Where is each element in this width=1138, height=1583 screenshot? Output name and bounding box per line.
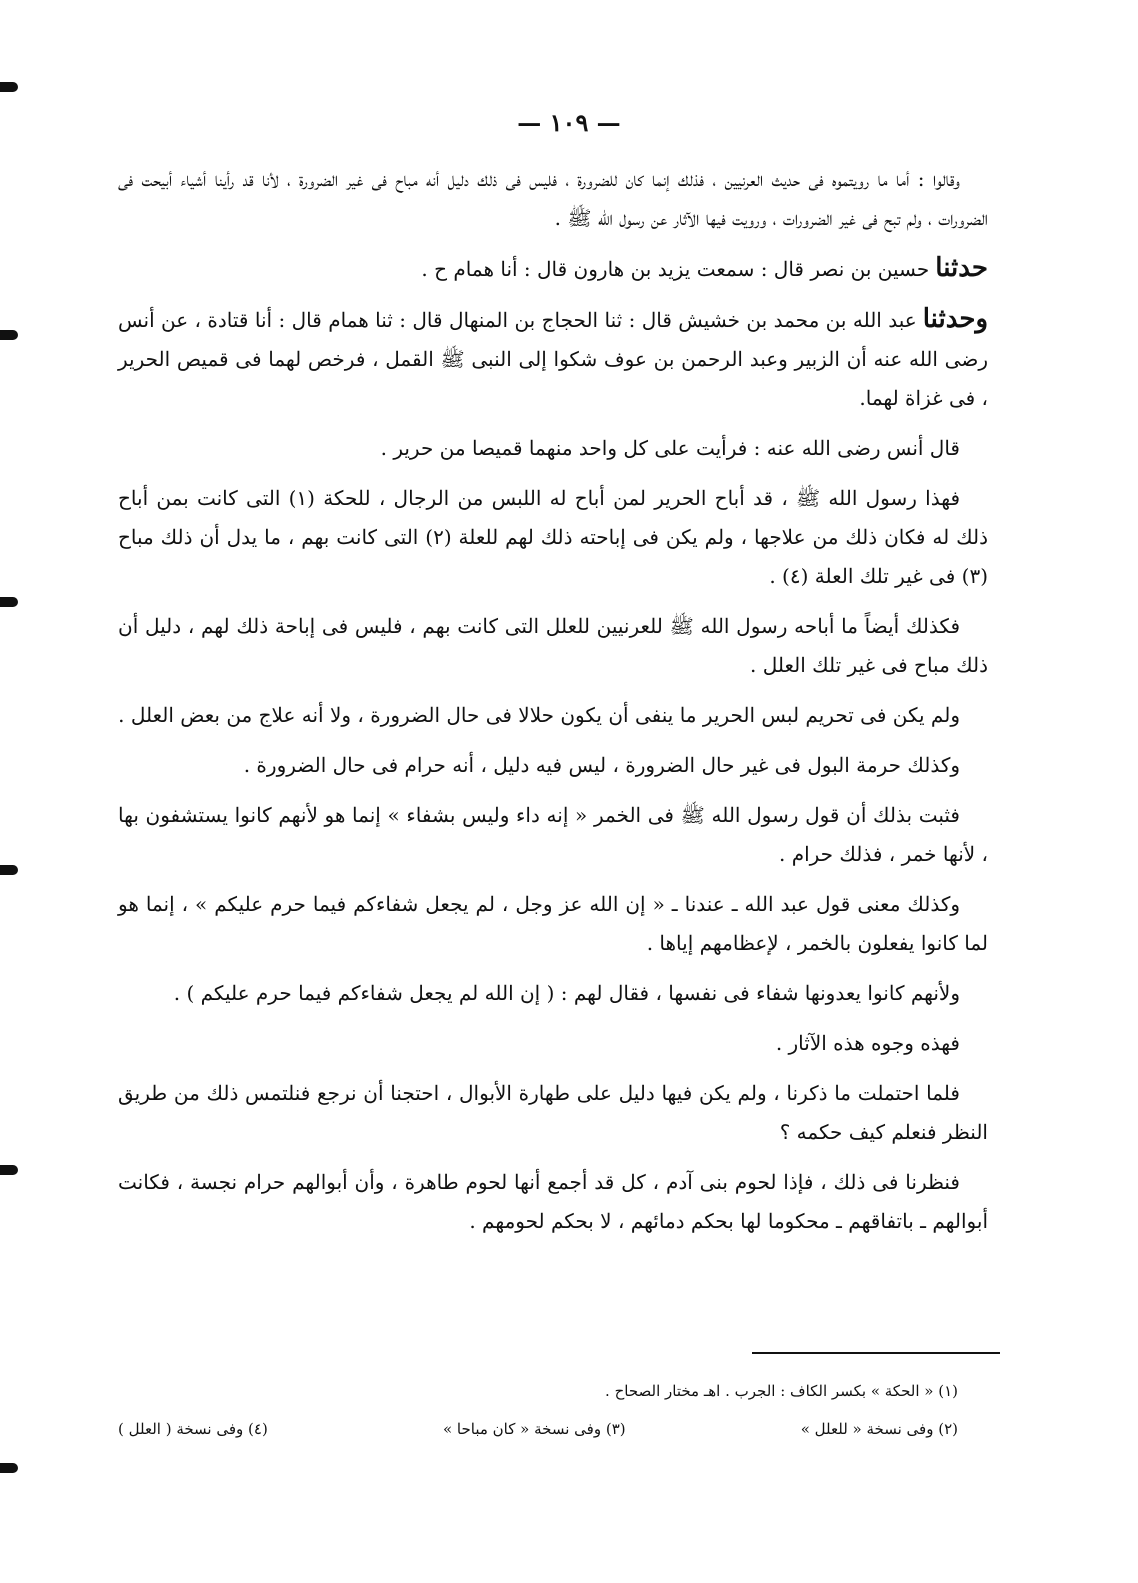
footnote-divider (752, 1352, 1000, 1354)
paragraph (118, 1074, 988, 1152)
paragraph-text: حسين بن نصر قال : سمعت يزيد بن هارون قال : أنا همام ح . (421, 257, 930, 281)
binding-mark (0, 1463, 18, 1473)
binding-mark (0, 330, 18, 340)
paragraph-text: قال أنس رضى الله عنه : فرأيت على كل واحد منهما قميصا من حرير . (380, 436, 960, 460)
paragraph (118, 746, 988, 785)
paragraph (118, 300, 988, 418)
footnote-row (118, 1416, 958, 1442)
footnote: (١) « الحكة » بكسر الكاف : الجرب . اهـ مختار الصحاح . (605, 1382, 958, 1400)
footnotes (118, 1378, 958, 1454)
paragraph-text: ولم يكن فى تحريم لبس الحرير ما ينفى أن يكون حلالا فى حال الضرورة ، ولا أنه علاج من بعض العلل . (118, 703, 960, 727)
paragraph (118, 607, 988, 685)
binding-mark (0, 1165, 18, 1175)
binding-mark (0, 865, 18, 875)
paragraph-text: وكذلك معنى قول عبد الله ـ عندنا ـ « إن الله عز وجل ، لم يجعل شفاءكم فيما حرم عليكم » ، إنما هو لما كانوا يفعلون بالخمر ، لإعظامهم إياها . (118, 892, 988, 955)
page-number: — ١٠٩ — (517, 108, 621, 137)
paragraph-text: فهذا رسول الله ﷺ ، قد أباح الحرير لمن أباح له اللبس من الرجال ، للحكة (١) التى كانت بمن أباح ذلك له فكان ذلك من علاجها ، ولم يكن فى إباحته ذلك لهم للعلة (٢) التى كانت بهم ، ما يدل أن ذلك مباح (٣) فى غير تلك العلة (٤) . (118, 486, 988, 588)
paragraph (118, 479, 988, 596)
paragraph (118, 974, 988, 1013)
paragraph-text: وقالوا : أما ما رويتموه فى حديث العرنيين ، فذلك إنما كان للضرورة ، فليس فى ذلك دليل أنه مباح فى غير الضرورة ، لأنا قد رأينا أشياء أبيحت فى الضرورات ، ولم تبح فى غير الضرورات ، ورويت فيها الآثار عن رسول الله ﷺ . (118, 167, 988, 230)
footnote: (٤) وفى نسخة ( العلل ) (118, 1420, 268, 1438)
paragraph (118, 1024, 988, 1063)
paragraph-text: فنظرنا فى ذلك ، فإذا لحوم بنى آدم ، كل قد أجمع أنها لحوم طاهرة ، وأن أبوالهم حرام نجسة ، فكانت أبوالهم ـ باتفاقهم ـ محكوما لها بحكم دمائهم ، لا بحكم لحومهم . (118, 1170, 988, 1233)
paragraph (118, 1163, 988, 1241)
paragraph-text: فثبت بذلك أن قول رسول الله ﷺ فى الخمر « إنه داء وليس بشفاء » إنما هو لأنهم كانوا يستشفون بها ، لأنها خمر ، فذلك حرام . (118, 803, 988, 866)
paragraph (118, 696, 988, 735)
paragraph (118, 249, 988, 289)
paragraph-text: فلما احتملت ما ذكرنا ، ولم يكن فيها دليل على طهارة الأبوال ، احتجنا أن نرجع فنلتمس ذلك من طريق النظر فنعلم كيف حكمه ؟ (118, 1081, 988, 1144)
footnote: (٢) وفى نسخة « للعلل » (800, 1420, 958, 1438)
footnote: (٣) وفى نسخة « كان مباحا » (442, 1420, 626, 1438)
binding-mark (0, 82, 18, 92)
binding-mark (0, 597, 18, 607)
lead-word: حدثنا (935, 253, 988, 283)
paragraph (118, 885, 988, 963)
paragraph (118, 796, 988, 874)
paragraph (118, 160, 988, 238)
paragraph-text: ولأنهم كانوا يعدونها شفاء فى نفسها ، فقال لهم : ( إن الله لم يجعل شفاءكم فيما حرم عليكم ) . (173, 981, 960, 1005)
body-text (118, 160, 988, 1252)
paragraph-text: وكذلك حرمة البول فى غير حال الضرورة ، ليس فيه دليل ، أنه حرام فى حال الضرورة . (243, 753, 960, 777)
lead-word: وحدثنا (922, 304, 988, 334)
paragraph-text: عبد الله بن محمد بن خشيش قال : ثنا الحجاج بن المنهال قال : ثنا همام قال : أنا قتادة ، عن أنس رضى الله عنه أن الزبير وعبد الرحمن بن عوف شكوا إلى النبى ﷺ القمل ، فرخص لهما فى قميص الحرير ، فى غزاة لهما. (118, 308, 988, 410)
paragraph-text: فكذلك أيضاً ما أباحه رسول الله ﷺ للعرنيين للعلل التى كانت بهم ، فليس فى إباحة ذلك لهم ، دليل أن ذلك مباح فى غير تلك العلل . (118, 614, 988, 677)
paragraph-text: فهذه وجوه هذه الآثار . (775, 1031, 960, 1055)
paragraph (118, 429, 988, 468)
